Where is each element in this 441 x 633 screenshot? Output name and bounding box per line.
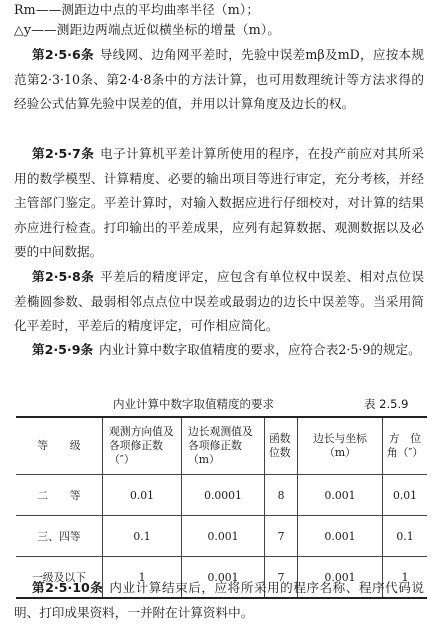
header-coordinates: 边长与坐标（m） (298, 417, 383, 475)
cell-digits: 8 (265, 475, 298, 516)
table-number: 表 2.5.9 (364, 397, 409, 411)
cell-coordinates: 0.001 (298, 516, 383, 557)
cell-azimuth: 1 (383, 557, 428, 599)
article-text: 平差后的精度评定，应包含有单位权中误差、相对点位误差椭圆参数、最弱相邻点点位中误差或最弱边的边长中误差等。当采用简化平差时，平差后的精度评定，可作相应简化。 (14, 269, 425, 333)
article-number: 第2·5·10条 (32, 580, 104, 595)
cell-distance: 0.001 (182, 516, 265, 557)
article-text: 内业计算结束后，应将所采用的程序名称、程序代码说明、打印成果资料，一并附在计算资料中。 (14, 580, 425, 620)
formula-note-dy: △y——测距边两端点近似横坐标的增量（m）。 (14, 22, 281, 37)
cell-grade: 一级及以下 (16, 557, 103, 599)
article-text: 导线网、边角网平差时，先验中误差mβ及mD，应按本规范第2·3·10条、第2·4·8条中的方法计算，也可用数理统计等方法求得的经验公式估算先验中误差的值，并用以计算角度及边长的权。 (14, 47, 424, 111)
cell-azimuth: 0.1 (383, 516, 428, 557)
cell-direction: 0.01 (103, 475, 182, 516)
header-grade: 等 级 (16, 417, 103, 475)
article-number: 第2·5·8条 (32, 269, 95, 284)
table-row (16, 475, 427, 516)
cell-azimuth: 0.01 (383, 475, 428, 516)
paragraph-2-5-9 (14, 338, 424, 363)
table-title: 内业计算中数字取值精度的要求 (113, 397, 274, 411)
cell-direction: 0.1 (103, 516, 182, 557)
article-number: 第2·5·6条 (32, 47, 94, 62)
cell-coordinates: 0.001 (298, 557, 383, 599)
article-number: 第2·5·7条 (32, 146, 95, 161)
table-header-row (16, 417, 427, 475)
cell-digits: 7 (265, 557, 298, 599)
article-text: 内业计算中数字取值精度的要求，应符合表2·5·9的规定。 (99, 342, 421, 357)
cell-direction: 1 (103, 557, 182, 599)
article-text: 电子计算机平差计算所使用的程序，在投产前应对其所采用的数学模型、计算精度、必要的输出项目等进行审定，充分考核，并经主管部门鉴定。平差计算时，对输入数据应进行仔细校对，对计算的结果亦应进行检查。打印输出的平差成果，应列有起算数据、观测数据以及必要的中间数据。 (14, 146, 425, 259)
cell-distance: 0.001 (182, 557, 265, 599)
paragraph-2-5-6 (14, 43, 424, 117)
paragraph-2-5-10 (14, 576, 424, 625)
cell-distance: 0.0001 (182, 475, 265, 516)
header-distance: 边长观测值及各项修正数（m） (182, 417, 265, 475)
paragraph-2-5-8 (14, 265, 424, 339)
cell-grade: 三、四等 (16, 516, 103, 557)
precision-table (16, 416, 432, 599)
header-direction: 观测方向值及各项修正数（″） (103, 417, 182, 475)
header-function-digits: 函数位数 (265, 417, 298, 475)
cell-digits: 7 (265, 516, 298, 557)
cell-coordinates: 0.001 (298, 475, 383, 516)
cell-grade: 二 等 (16, 475, 103, 516)
table-row (16, 516, 427, 557)
header-azimuth: 方 位 角（″） (383, 417, 428, 475)
article-number: 第2·5·9条 (32, 342, 94, 357)
paragraph-2-5-7 (14, 142, 424, 265)
formula-note-rm: Rm——测距边中点的平均曲率半径（m）； (14, 2, 260, 17)
